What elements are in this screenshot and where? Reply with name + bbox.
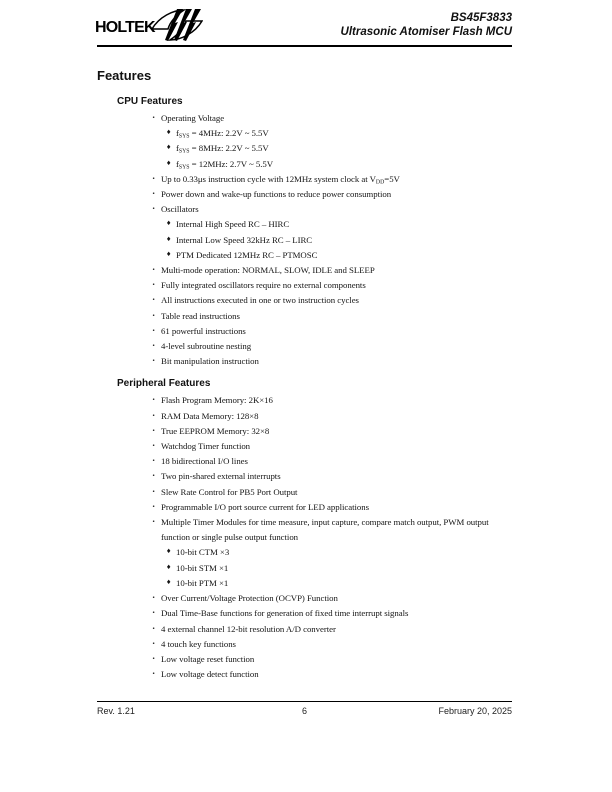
- bullet-diamond-icon: ♦: [166, 250, 172, 258]
- header-rule: [97, 45, 512, 47]
- feature-text: Internal Low Speed 32kHz RC – LIRC: [176, 234, 313, 245]
- bullet-diamond-icon: ♦: [166, 235, 172, 243]
- feature-text: Dual Time-Base functions for generation of fixed time interrupt signals: [161, 608, 409, 619]
- feature-text: Over Current/Voltage Protection (OCVP) Function: [161, 593, 338, 604]
- feature-item: [97, 141, 517, 156]
- feature-text: Bit manipulation instruction: [161, 356, 259, 367]
- feature-item: [97, 324, 517, 339]
- bullet-dot-icon: •: [152, 671, 156, 678]
- feature-text: Operating Voltage: [161, 113, 225, 123]
- section-heading: Peripheral Features: [117, 378, 211, 390]
- feature-text: 18 bidirectional I/O lines: [161, 456, 248, 467]
- bullet-dot-icon: •: [152, 473, 156, 480]
- feature-text: $f_{SYS} = 4MHz$: 2.2V ~ 5.5V: [176, 128, 269, 140]
- feature-item: [97, 233, 517, 248]
- feature-text: Power down and wake-up functions to reduce power consumption: [161, 189, 392, 200]
- feature-item: [97, 202, 517, 217]
- holtek-logo: [95, 13, 203, 43]
- bullet-diamond-icon: ♦: [166, 220, 172, 228]
- bullet-dot-icon: •: [152, 488, 156, 495]
- bullet-dot-icon: •: [152, 595, 156, 602]
- bullet-dot-icon: •: [152, 297, 156, 304]
- document-title-block: [341, 12, 512, 39]
- feature-item: [97, 576, 517, 591]
- feature-item: [97, 652, 517, 667]
- feature-item: [97, 393, 517, 408]
- bullet-dot-icon: •: [152, 282, 156, 289]
- feature-text: 4 touch key functions: [161, 638, 236, 649]
- feature-text: Up to 0.33μs instruction cycle with 12MHz system clock at $V_{DD}=5V$: [161, 173, 400, 186]
- bullet-diamond-icon: ♦: [166, 548, 172, 556]
- feature-text: 4 external channel 12-bit resolution A/D converter: [161, 623, 336, 634]
- bullet-diamond-icon: ♦: [166, 159, 172, 167]
- bullet-dot-icon: •: [152, 343, 156, 350]
- feature-text: 4-level subroutine nesting: [161, 341, 252, 352]
- feature-item: [97, 591, 517, 606]
- section-heading: CPU Features: [117, 96, 183, 107]
- feature-item: [97, 485, 517, 500]
- bullet-dot-icon: •: [152, 610, 156, 617]
- holtek-wings-icon: [151, 7, 203, 43]
- feature-text: Low voltage reset function: [161, 653, 255, 664]
- feature-text: Watchdog Timer function: [161, 441, 251, 452]
- feature-item: [97, 622, 517, 637]
- feature-item: [97, 637, 517, 652]
- bullet-dot-icon: •: [152, 115, 156, 121]
- footer-rule: [97, 701, 512, 702]
- bullet-dot-icon: •: [152, 655, 156, 662]
- feature-text: 61 powerful instructions: [161, 325, 246, 336]
- bullet-dot-icon: •: [152, 412, 156, 419]
- feature-item: [97, 293, 517, 308]
- feature-item: [97, 667, 517, 682]
- feature-item: [97, 424, 517, 439]
- page-title: Features: [97, 68, 152, 83]
- feature-text: Oscillators: [161, 204, 199, 215]
- feature-text: Internal High Speed RC – HIRC: [176, 219, 290, 230]
- bullet-dot-icon: •: [152, 443, 156, 450]
- page-content: [97, 68, 517, 682]
- feature-text: Table read instructions: [161, 310, 240, 321]
- bullet-dot-icon: •: [152, 358, 156, 365]
- feature-item: [97, 606, 517, 621]
- feature-text: All instructions executed in one or two instruction cycles: [161, 295, 359, 306]
- page-footer: [97, 706, 512, 716]
- bullet-dot-icon: •: [152, 206, 156, 213]
- bullet-dot-icon: •: [152, 640, 156, 647]
- product-name: BS45F3833: [450, 12, 512, 24]
- feature-item: [97, 126, 517, 141]
- feature-item: [97, 263, 517, 278]
- bullet-dot-icon: •: [152, 191, 156, 198]
- feature-item: [97, 187, 517, 202]
- feature-item: [97, 561, 517, 576]
- bullet-dot-icon: •: [152, 312, 156, 319]
- bullet-dot-icon: •: [152, 267, 156, 274]
- product-subtitle: Ultrasonic Atomiser Flash MCU: [340, 25, 512, 38]
- holtek-logo-text: HOLTEK: [95, 19, 155, 36]
- footer-date: February 20, 2025: [438, 706, 512, 716]
- feature-item: [97, 278, 517, 293]
- feature-text: Low voltage detect function: [161, 669, 259, 680]
- section-cpu-features: [97, 95, 517, 369]
- feature-item: [97, 309, 517, 324]
- feature-list: [97, 111, 517, 369]
- feature-text: Programmable I/O port source current for LED applications: [161, 501, 369, 512]
- feature-item: [97, 469, 517, 484]
- feature-item: [97, 111, 517, 126]
- feature-item: [97, 172, 517, 187]
- bullet-dot-icon: •: [152, 427, 156, 434]
- bullet-dot-icon: •: [152, 327, 156, 334]
- feature-text: Two pin-shared external interrupts: [161, 471, 281, 482]
- feature-text: 10-bit PTM ×1: [176, 577, 229, 588]
- feature-text: 10-bit CTM ×3: [176, 547, 230, 558]
- footer-page-number: 6: [301, 706, 308, 716]
- feature-item: [97, 354, 517, 369]
- feature-text: $f_{SYS} = 8MHz$: 2.2V ~ 5.5V: [176, 143, 269, 155]
- feature-text: RAM Data Memory: 128×8: [161, 410, 259, 421]
- bullet-dot-icon: •: [152, 519, 156, 526]
- bullet-dot-icon: •: [152, 625, 156, 632]
- feature-text: Flash Program Memory: 2K×16: [161, 395, 273, 406]
- feature-item: [97, 500, 517, 515]
- bullet-diamond-icon: ♦: [166, 578, 172, 586]
- feature-item: [97, 217, 517, 232]
- feature-text: $f_{SYS} = 12MHz$: 2.7V ~ 5.5V: [176, 158, 274, 171]
- feature-item: [97, 454, 517, 469]
- footer-revision: Rev. 1.21: [97, 706, 135, 716]
- feature-text: PTM Dedicated 12MHz RC – PTMOSC: [176, 249, 318, 260]
- bullet-dot-icon: •: [152, 175, 156, 182]
- feature-item: [97, 339, 517, 354]
- feature-item: [97, 248, 517, 263]
- bullet-dot-icon: •: [152, 503, 156, 510]
- feature-text: Multiple Timer Modules for time measure, input capture, compare match output, PWM output function or single pulse output function: [161, 517, 489, 543]
- feature-text: True EEPROM Memory: 32×8: [161, 425, 270, 436]
- feature-item: [97, 157, 517, 172]
- bullet-dot-icon: •: [152, 458, 156, 465]
- feature-list: [97, 393, 517, 682]
- feature-text: Slew Rate Control for PB5 Port Output: [161, 486, 298, 497]
- feature-text: Multi-mode operation: NORMAL, SLOW, IDLE and SLEEP: [161, 265, 375, 276]
- feature-item: [97, 515, 517, 545]
- section-peripheral-features: [97, 377, 517, 682]
- feature-item: [97, 545, 517, 560]
- feature-text: 10-bit STM ×1: [176, 562, 229, 573]
- bullet-diamond-icon: ♦: [166, 144, 172, 152]
- bullet-diamond-icon: ♦: [166, 563, 172, 571]
- feature-item: [97, 439, 517, 454]
- bullet-dot-icon: •: [152, 397, 156, 404]
- bullet-diamond-icon: ♦: [166, 129, 172, 137]
- feature-item: [97, 409, 517, 424]
- feature-text: Fully integrated oscillators require no external components: [161, 280, 366, 291]
